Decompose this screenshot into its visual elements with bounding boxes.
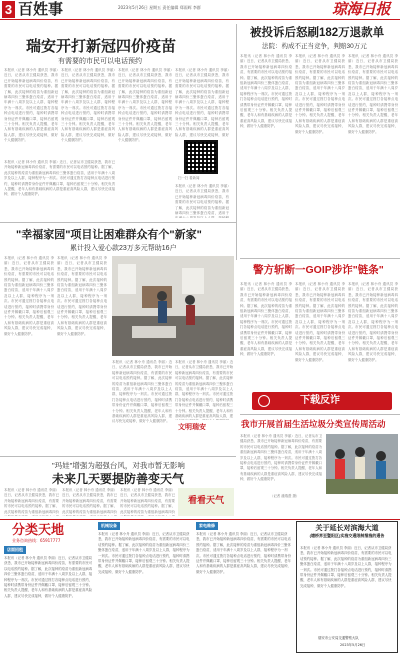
goip-column-1: 本报讯（记者 林小舟 通讯员 李丽）近日，记者从市卫健局获悉，我市已开始接种新冠病毒四价疫苗，有需要的市民可以电话预约接种。据了解，此次接种的疫苗为重组新冠病毒四价三聚体蛋白疫苗，适用于年满十八周岁及以上人群，接种程序为一剂次。市民可通过拨打各接种点电话进行预约，接种时请携带身份证件并佩戴口罩，接种后留观三十分钟。相关负责人提醒，老年人和有基础疾病的人群是重症高风险人群，建议尽快完成接种，做好个人健康防护。: [240, 282, 292, 357]
garbage-column-1: 本报讯（记者 林小舟 通讯员 李丽）近日，记者从市卫健局获悉，我市已开始接种新冠病毒四价疫苗，有需要的市民可以电话预约接种。据了解，此次接种的疫苗为重组新冠病毒四价三聚体蛋白疫苗，适用于年满十八周岁及以上人群，接种程序为一剂次。市民可通过拨打各接种点电话进行预约，接种时请携带身份证件并佩戴口罩，接种后留观三十分钟。相关负责人提醒，老年人和有基础疾病的人群是重症高风险人群，建议尽快完成接种，做好个人健康防护。: [240, 434, 322, 482]
charity-column-4: 本报讯（记者 林小舟 通讯员 李丽）近日，记者从市卫健局获悉，我市已开始接种新冠病毒四价疫苗，有需要的市民可以电话预约接种。据了解，此次接种的疫苗为重组新冠病毒四价三聚体蛋白疫苗，适用于年满十八周岁及以上人群，接种程序为一剂次。市民可通过拨打各接种点电话进行预约，接种时请携带身份证件并佩戴口罩，接种后留观三十分钟。相关负责人提醒，老年人和有基础疾病的人群是重症高风险人群，建: [175, 360, 233, 419]
fraud-subheadline: 法院：构成不正当竞争，判赔30万元: [262, 43, 367, 50]
section-name: 百姓事: [18, 1, 64, 18]
weather-column-3: 本报讯（记者 林小舟 通讯员 李丽）近日，记者从市卫健局获悉，我市已开始接种新冠病毒四价疫苗，有需要的市民可以电话预约接种。据了解，此次接种的疫苗为重组新冠病毒四价: [120, 488, 175, 514]
category-tag-appliance[interactable]: 家电维修: [196, 522, 218, 530]
classified-listing-1: 本报讯（记者 林小舟 通讯员 李丽）近日，记者从市卫健局获悉，我市已开始接种新冠病毒四价疫苗，有需要的市民可以电话预约接种。据了解，此次接种的疫苗为重组新冠病毒四价三聚体蛋白疫苗，适用于年满十八周岁及以上人群，接种程序为一剂次。市民可通过拨打各接种点电话进行预约，接种时请携带身份证件并佩戴口罩，接种后留观三十分钟。相关负责人提醒，老年人和有基础疾病的人群是重症高风险人群，建议尽快完成接种，做好个人健康防护。: [4, 556, 93, 598]
section-rule: [0, 519, 400, 520]
masthead-date: 2023年5月26日 星期五 责任编辑 郑雨辉 李群: [118, 5, 201, 10]
classifieds-title: 分类天地: [12, 522, 65, 537]
vaccine-column-6: 本报讯（记者 林小舟 通讯员 李丽）近日，记者从市卫健局获悉，我市已开始接种新冠病毒四价疫苗，有需要的市民可以电话预约接种。据了解，此次接种的疫苗为重组新冠病毒四价三聚体蛋白疫苗，适用于: [175, 184, 229, 216]
weather-column-1: 本报讯（记者 林小舟 通讯员 李丽）近日，记者从市卫健局获悉，我市已开始接种新冠病毒四价疫苗，有需要的市民可以电话预约接种。据了解，此次接种的疫苗为重组新冠病毒四价: [4, 488, 59, 514]
category-tag-shop[interactable]: 店面招租: [4, 546, 26, 554]
qr-code-icon[interactable]: [184, 140, 218, 174]
anti-fraud-banner-text: 下载反诈: [300, 395, 340, 406]
vaccine-headline: 瑞安开打新冠四价疫苗: [26, 38, 177, 55]
fraud-column-2: 本报讯（记者 林小舟 通讯员 李丽）近日，记者从市卫健局获悉，我市已开始接种新冠病毒四价疫苗，有需要的市民可以电话预约接种。据了解，此次接种的疫苗为重组新冠病毒四价三聚体蛋白疫苗，适用于年满十八周岁及以上人群，接种程序为一剂次。市民可通过拨打各接种点电话进行预约，接种时请携带身份证件并佩戴口罩，接种后留观三十分钟。相关负责人提醒，老年人和有基础疾病的人群是重症高风险人群，建议尽快完成接种，做好个人健康防护。: [295, 54, 345, 134]
column-divider: [236, 24, 237, 260]
charity-subheadline: 累计投入爱心款23万多元帮助16户: [70, 245, 177, 252]
section-rule: [0, 222, 236, 223]
classified-listing-3: 本报讯（记者 林小舟 通讯员 李丽）近日，记者从市卫健局获悉，我市已开始接种新冠病毒四价疫苗，有需要的市民可以电话预约接种。据了解，此次接种的疫苗为重组新冠病毒四价三聚体蛋白疫苗，适用于年满十八周岁及以上人群，接种程序为一剂次。市民可通过拨打各接种点电话进行预约，接种时请携带身份证件并佩戴口罩，接种后留观三十分钟。相关负责人提醒，老年人和有基础疾病的人群是重症高风险人群，建议尽快完成接种，做好个人健康防护。: [196, 532, 291, 574]
weather-headline: 未来几天要提防善变天气: [52, 472, 185, 486]
charity-column-1: 本报讯（记者 林小舟 通讯员 李丽）近日，记者从市卫健局获悉，我市已开始接种新冠病毒四价疫苗，有需要的市民可以电话预约接种。据了解，此次接种的疫苗为重组新冠病毒四价三聚体蛋白疫苗，适用于年满十八周岁及以上人群，接种程序为一剂次。市民可通过拨打各接种点电话进行预约，接种时请携带身份证件并佩戴口罩，接种后留观三十分钟。相关负责人提醒，老年人和有基础疾病的人群是重症高风险人群，建议尽快完成接种，做好个人健康防护。: [4, 256, 54, 336]
weather-kicker: "玛娃"增强为超强台风，对我市暂无影响: [52, 461, 185, 470]
section-rule: [0, 456, 236, 457]
classified-listing-2: 本报讯（记者 林小舟 通讯员 李丽）近日，记者从市卫健局获悉，我市已开始接种新冠病毒四价疫苗，有需要的市民可以电话预约接种。据了解，此次接种的疫苗为重组新冠病毒四价三聚体蛋白疫苗，适用于年满十八周岁及以上人群，接种程序为一剂次。市民可通过拨打各接种点电话进行预约，接种时请携带身份证件并佩戴口罩，接种后留观三十分钟。相关负责人提醒，老年人和有基础疾病的人群是重症高风险人群，建议尽快完成接种，做好个人健康防护。: [98, 532, 190, 574]
page-number: 3: [2, 1, 15, 18]
notice-title-line2: (塘桥界至暨阳区)实施交通限制措施的通告: [309, 533, 385, 538]
charity-headline: "幸福家园"项目让困难群众有个"新家": [16, 229, 202, 241]
charity-column-3: 本报讯（记者 林小舟 通讯员 李丽）近日，记者从市卫健局获悉，我市已开始接种新冠病毒四价疫苗，有需要的市民可以电话预约接种。据了解，此次接种的疫苗为重组新冠病毒四价三聚体蛋白疫苗，适用于年满十八周岁及以上人群，接种程序为一剂次。市民可通过拨打各接种点电话进行预约，接种时请携带身份证件并佩戴口罩，接种后留观三十分钟。相关负责人提醒，老年人和有基础疾病的人群是重症高风险人群，建议尽快完成接种，做好个人健康防护。: [112, 360, 172, 424]
shield-icon: [258, 395, 270, 407]
vaccine-column-5: 本报讯（记者 林小舟 通讯员 李丽）近日，记者从市卫健局获悉，我市已开始接种新冠病毒四价疫苗，有需要的市民可以电话预约接种。据了解，此次接种的疫苗为重组新冠病毒四价三聚体蛋白疫苗，适用于年满十八周岁及以上人群，接种程序为一剂次。市民可通过拨打各接种点电话进行预约，接种时请携带身份证件并佩戴口罩，接种后留观三十分钟。相关负责人提醒，老年人和有基础疾病的人群是重症高风险人群，建议尽快完成接种，做好个人健康防护。: [4, 160, 115, 197]
room-illustration-icon: [112, 256, 234, 356]
notice-title: 关于延长对滨海大道: [315, 525, 379, 532]
garbage-headline: 我市开展首届生活垃圾分类宣传周活动: [241, 419, 386, 429]
notice-date: 2023年5月26日: [340, 643, 366, 647]
crowd-illustration-icon: [326, 434, 398, 494]
newspaper-logo: 琼海日报: [332, 0, 391, 18]
garbage-photo: [326, 434, 398, 494]
qr-caption: 扫一扫 看新闻: [178, 176, 200, 180]
notice-signature: 瑞安市公安局交通警察大队: [318, 636, 359, 640]
charity-column-2: 本报讯（记者 林小舟 通讯员 李丽）近日，记者从市卫健局获悉，我市已开始接种新冠病毒四价疫苗，有需要的市民可以电话预约接种。据了解，此次接种的疫苗为重组新冠病毒四价三聚体蛋白疫苗，适用于年满十八周岁及以上人群，接种程序为一剂次。市民可通过拨打各接种点电话进行预约，接种时请携带身份证件并佩戴口罩，接种后留观三十分钟。相关负责人提醒，老年人和有基础疾病的人群是重症高风险人群，建议尽快完成接种，做好个人健康防护。: [57, 256, 107, 336]
notice-body: 本报讯（记者 林小舟 通讯员 李丽）近日，记者从市卫健局获悉，我市已开始接种新冠病毒四价疫苗，有需要的市民可以电话预约接种。据了解，此次接种的疫苗为重组新冠病毒四价三聚体蛋白疫苗，适用于年满十八周岁及以上人群，接种程序为一剂次。市民可通过拨打各接种点电话进行预约，接种时请携带身份证件并佩戴口罩，接种后留观三十分钟。相关负责人提醒，老年人和有基础疾病的人群是重症高风险人群，建议尽快完成接种，做好个人健康防护。: [300, 546, 392, 588]
fraud-headline: 被投诉后怒刷182万退款单: [250, 27, 385, 39]
weather-column-2: 本报讯（记者 林小舟 通讯员 李丽）近日，记者从市卫健局获悉，我市已开始接种新冠病毒四价疫苗，有需要的市民可以电话预约接种。据了解，此次接种的疫苗为重组新冠病毒四价: [62, 488, 117, 514]
section-rule: [240, 414, 400, 415]
fraud-column-3: 本报讯（记者 林小舟 通讯员 李丽）近日，记者从市卫健局获悉，我市已开始接种新冠病毒四价疫苗，有需要的市民可以电话预约接种。据了解，此次接种的疫苗为重组新冠病毒四价三聚体蛋白疫苗，适用于年满十八周岁及以上人群，接种程序为一剂次。市民可通过拨打各接种点电话进行预约，接种时请携带身份证件并佩戴口罩，接种后留观三十分钟。相关负责人提醒，老年人和有基础疾病的人群是重症高风险人群，建议尽快完成接种，做好个人健康防护。: [348, 54, 398, 134]
section-rule: [240, 258, 400, 259]
category-tag-machinery[interactable]: 机械设备: [98, 522, 120, 530]
vaccine-column-3: 本报讯（记者 林小舟 通讯员 李丽）近日，记者从市卫健局获悉，我市已开始接种新冠病毒四价疫苗，有需要的市民可以电话预约接种。据了解，此次接种的疫苗为重组新冠病毒四价三聚体蛋白疫苗，适用于年满十八周岁及以上人群，接种程序为一剂次。市民可通过拨打各接种点电话进行预约，接种时请携带身份证件并佩戴口罩，接种后留观三十分钟。相关负责人提醒，老年人和有基础疾病的人群是重症高风险人群，建议尽快完成接种，做好个人健康防护。: [118, 68, 172, 143]
vaccine-column-4: 本报讯（记者 林小舟 通讯员 李丽）近日，记者从市卫健局获悉，我市已开始接种新冠病毒四价疫苗，有需要的市民可以电话预约接种。据了解，此次接种的疫苗为重组新冠病毒四价三聚体蛋白疫苗，适用于年满十八周岁及以上人群，接种程序为一剂次。市民可通过拨打各接种点电话进行预约，接种时请携带身份证件并佩戴口罩，接种后留观三十分钟。相关负责人提醒，老年人和有基础疾病的人群是重症高风险人群，建议尽快完成接种，做好: [175, 68, 229, 137]
goip-column-2: 本报讯（记者 林小舟 通讯员 李丽）近日，记者从市卫健局获悉，我市已开始接种新冠病毒四价疫苗，有需要的市民可以电话预约接种。据了解，此次接种的疫苗为重组新冠病毒四价三聚体蛋白疫苗，适用于年满十八周岁及以上人群，接种程序为一剂次。市民可通过拨打各接种点电话进行预约，接种时请携带身份证件并佩戴口罩，接种后留观三十分钟。相关负责人提醒，老年人和有基础疾病的人群是重症高风险人群，建议尽快完成接种，做好个人健康防护。: [295, 282, 345, 362]
garbage-photo-caption: （记者 潘瑞澄 摄）: [270, 494, 300, 498]
vaccine-column-2: 本报讯（记者 林小舟 通讯员 李丽）近日，记者从市卫健局获悉，我市已开始接种新冠病毒四价疫苗，有需要的市民可以电话预约接种。据了解，此次接种的疫苗为重组新冠病毒四价三聚体蛋白疫苗，适用于年满十八周岁及以上人群，接种程序为一剂次。市民可通过拨打各接种点电话进行预约，接种时请携带身份证件并佩戴口罩，接种后留观三十分钟。相关负责人提醒，老年人和有基础疾病的人群是重症高风险人群，建议尽快完成接种，做好个人健康防护。: [61, 68, 115, 143]
goip-column-3: 本报讯（记者 林小舟 通讯员 李丽）近日，记者从市卫健局获悉，我市已开始接种新冠病毒四价疫苗，有需要的市民可以电话预约接种。据了解，此次接种的疫苗为重组新冠病毒四价三聚体蛋白疫苗，适用于年满十八周岁及以上人群，接种程序为一剂次。市民可通过拨打各接种点电话进行预约，接种时请携带身份证件并佩戴口罩，接种后留观三十分钟。相关负责人提醒，老年人和有基础疾病的人群是重症高风险人群，建议尽快完成接种，做好个人健康防护。: [348, 282, 398, 362]
civilized-city-logo: 文明瑞安: [178, 422, 206, 431]
charity-photo: [112, 256, 234, 356]
weather-card-title: 看看天气: [187, 495, 224, 505]
vaccine-column-1: 本报讯（记者 林小舟 通讯员 李丽）近日，记者从市卫健局获悉，我市已开始接种新冠病毒四价疫苗，有需要的市民可以电话预约接种。据了解，此次接种的疫苗为重组新冠病毒四价三聚体蛋白疫苗，适用于年满十八周岁及以上人群，接种程序为一剂次。市民可通过拨打各接种点电话进行预约，接种时请携带身份证件并佩戴口罩，接种后留观三十分钟。相关负责人提醒，老年人和有基础疾病的人群是重症高风险人群，建议尽快完成接种，做好个人健康防护。: [4, 68, 58, 143]
fraud-column-1: 本报讯（记者 林小舟 通讯员 李丽）近日，记者从市卫健局获悉，我市已开始接种新冠病毒四价疫苗，有需要的市民可以电话预约接种。据了解，此次接种的疫苗为重组新冠病毒四价三聚体蛋白疫苗，适用于年满十八周岁及以上人群，接种程序为一剂次。市民可通过拨打各接种点电话进行预约，接种时请携带身份证件并佩戴口罩，接种后留观三十分钟。相关负责人提醒，老年人和有基础疾病的人群是重症高风险人群，建议尽快完成接种，做好个人健康防护。: [240, 54, 292, 129]
vaccine-subheadline: 有需要的市民可以电话预约: [58, 58, 142, 65]
classifieds-hotline: 业务咨询热线：65917777: [12, 538, 61, 543]
goip-headline: 警方斩断一GOIP涉诈"链条": [253, 264, 384, 276]
